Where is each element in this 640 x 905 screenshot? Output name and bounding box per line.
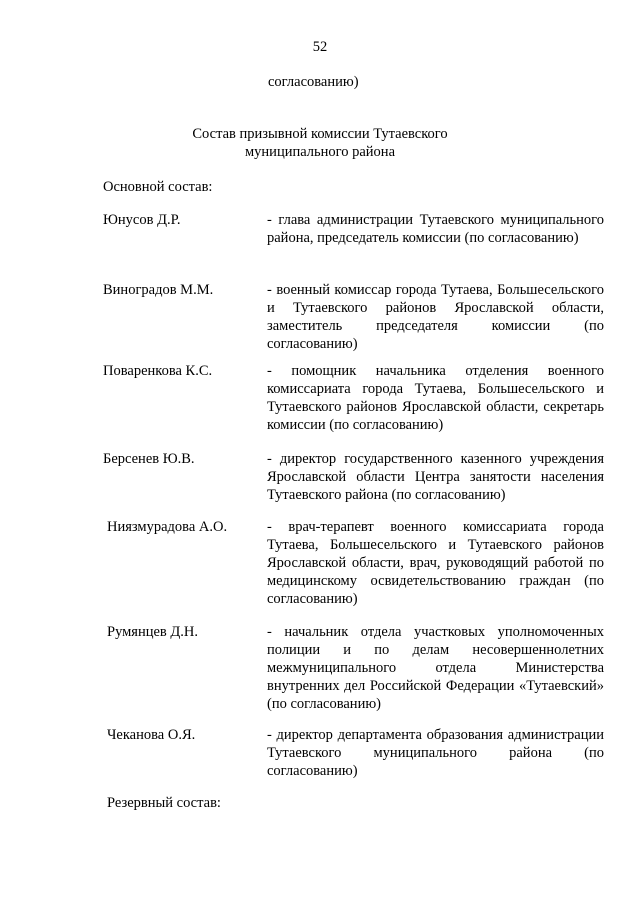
member-name: Поваренкова К.С. <box>103 363 213 379</box>
document-title-line-2: муниципального района <box>245 144 395 160</box>
member-role: - директор департамента образования администрации Тутаевского муниципального района (по согласованию) <box>267 727 604 779</box>
member-name: Румянцев Д.Н. <box>107 624 199 640</box>
member-role: - глава администрации Тутаевского муниципального района, председатель комиссии (по согласованию) <box>267 212 604 246</box>
member-role: - директор государственного казенного учреждения Ярославской области Центра занятости населения Тутаевского района (по согласованию) <box>267 451 604 503</box>
member-name: Виноградов М.М. <box>103 282 214 298</box>
member-name: Ниязмурадова А.О. <box>107 519 228 535</box>
document-title-line-1: Состав призывной комиссии Тутаевского <box>192 126 448 142</box>
member-role: - помощник начальника отделения военного комиссариата города Тутаева, Большесельского и Тутаевского районов Ярославской области, секретарь комиссии (по согласованию) <box>267 363 604 433</box>
member-role: - военный комиссар города Тутаева, Большесельского и Тутаевского районов Ярославской области, заместитель председателя комиссии (по согласованию) <box>267 282 604 352</box>
member-name: Берсенев Ю.В. <box>103 451 195 467</box>
member-name: Юнусов Д.Р. <box>103 212 181 228</box>
member-role: - начальник отдела участковых уполномоченных полиции и по делам несовершеннолетних межмуниципального отдела Министерства внутренних дел Российской Федерации «Тутаевский» (по согласованию) <box>267 624 604 712</box>
reserve-composition-heading: Резервный состав: <box>107 795 221 811</box>
page-number: 52 <box>312 39 328 55</box>
main-composition-heading: Основной состав: <box>103 179 213 195</box>
member-role: - врач-терапевт военного комиссариата города Тутаева, Большесельского и Тутаевского районов Ярославской области, врач, руководящий работой по медицинскому освидетельствованию граждан (по согласованию) <box>267 519 604 607</box>
continuation-text: согласованию) <box>268 74 359 90</box>
member-name: Чеканова О.Я. <box>107 727 196 743</box>
